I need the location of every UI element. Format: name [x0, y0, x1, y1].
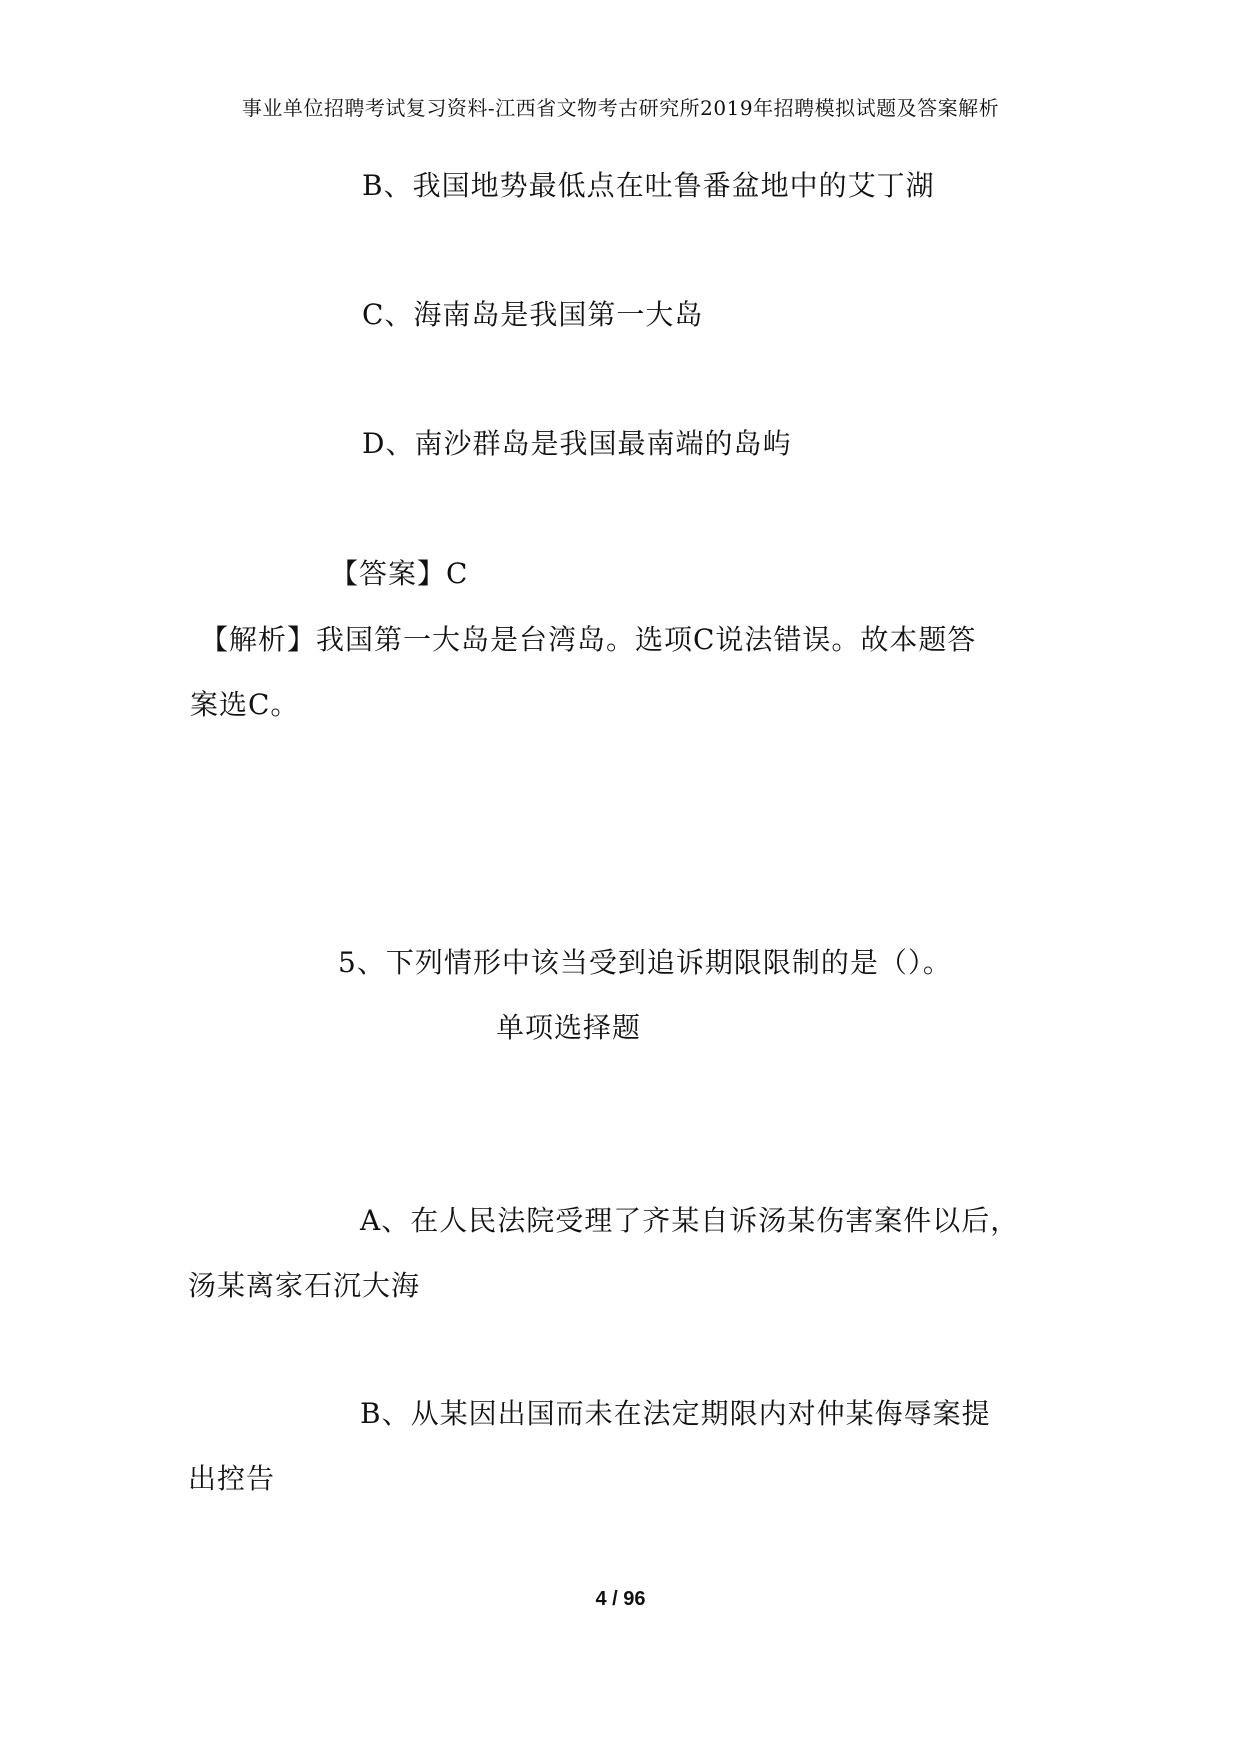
q4-answer: 【答案】C [330, 557, 469, 590]
q5-question-type: 单项选择题 [496, 1011, 642, 1044]
q5-stem: 5、下列情形中该当受到追诉期限限制的是（）。 [338, 946, 952, 979]
q4-option-c: C、海南岛是我国第一大岛 [362, 298, 704, 331]
q4-analysis-line-1: 【解析】我国第一大岛是台湾岛。选项C说法错误。故本题答 [200, 623, 977, 656]
q4-analysis-line-2: 案选C。 [190, 688, 300, 721]
q5-option-a-line-2: 汤某离家石沉大海 [188, 1269, 421, 1302]
page-number: 4 / 96 [595, 1588, 646, 1610]
q4-option-d: D、南沙群岛是我国最南端的岛屿 [362, 427, 792, 460]
page-header: 事业单位招聘考试复习资料-江西省文物考古研究所2019年招聘模拟试题及答案解析 [241, 96, 1000, 120]
q5-option-b-line-2: 出控告 [188, 1462, 276, 1495]
q5-option-b-line-1: B、从某因出国而未在法定期限内对仲某侮辱案提 [360, 1397, 991, 1430]
q4-option-b: B、我国地势最低点在吐鲁番盆地中的艾丁湖 [362, 169, 935, 202]
q5-option-a-line-1: A、在人民法院受理了齐某自诉汤某伤害案件以后， [360, 1204, 1020, 1237]
